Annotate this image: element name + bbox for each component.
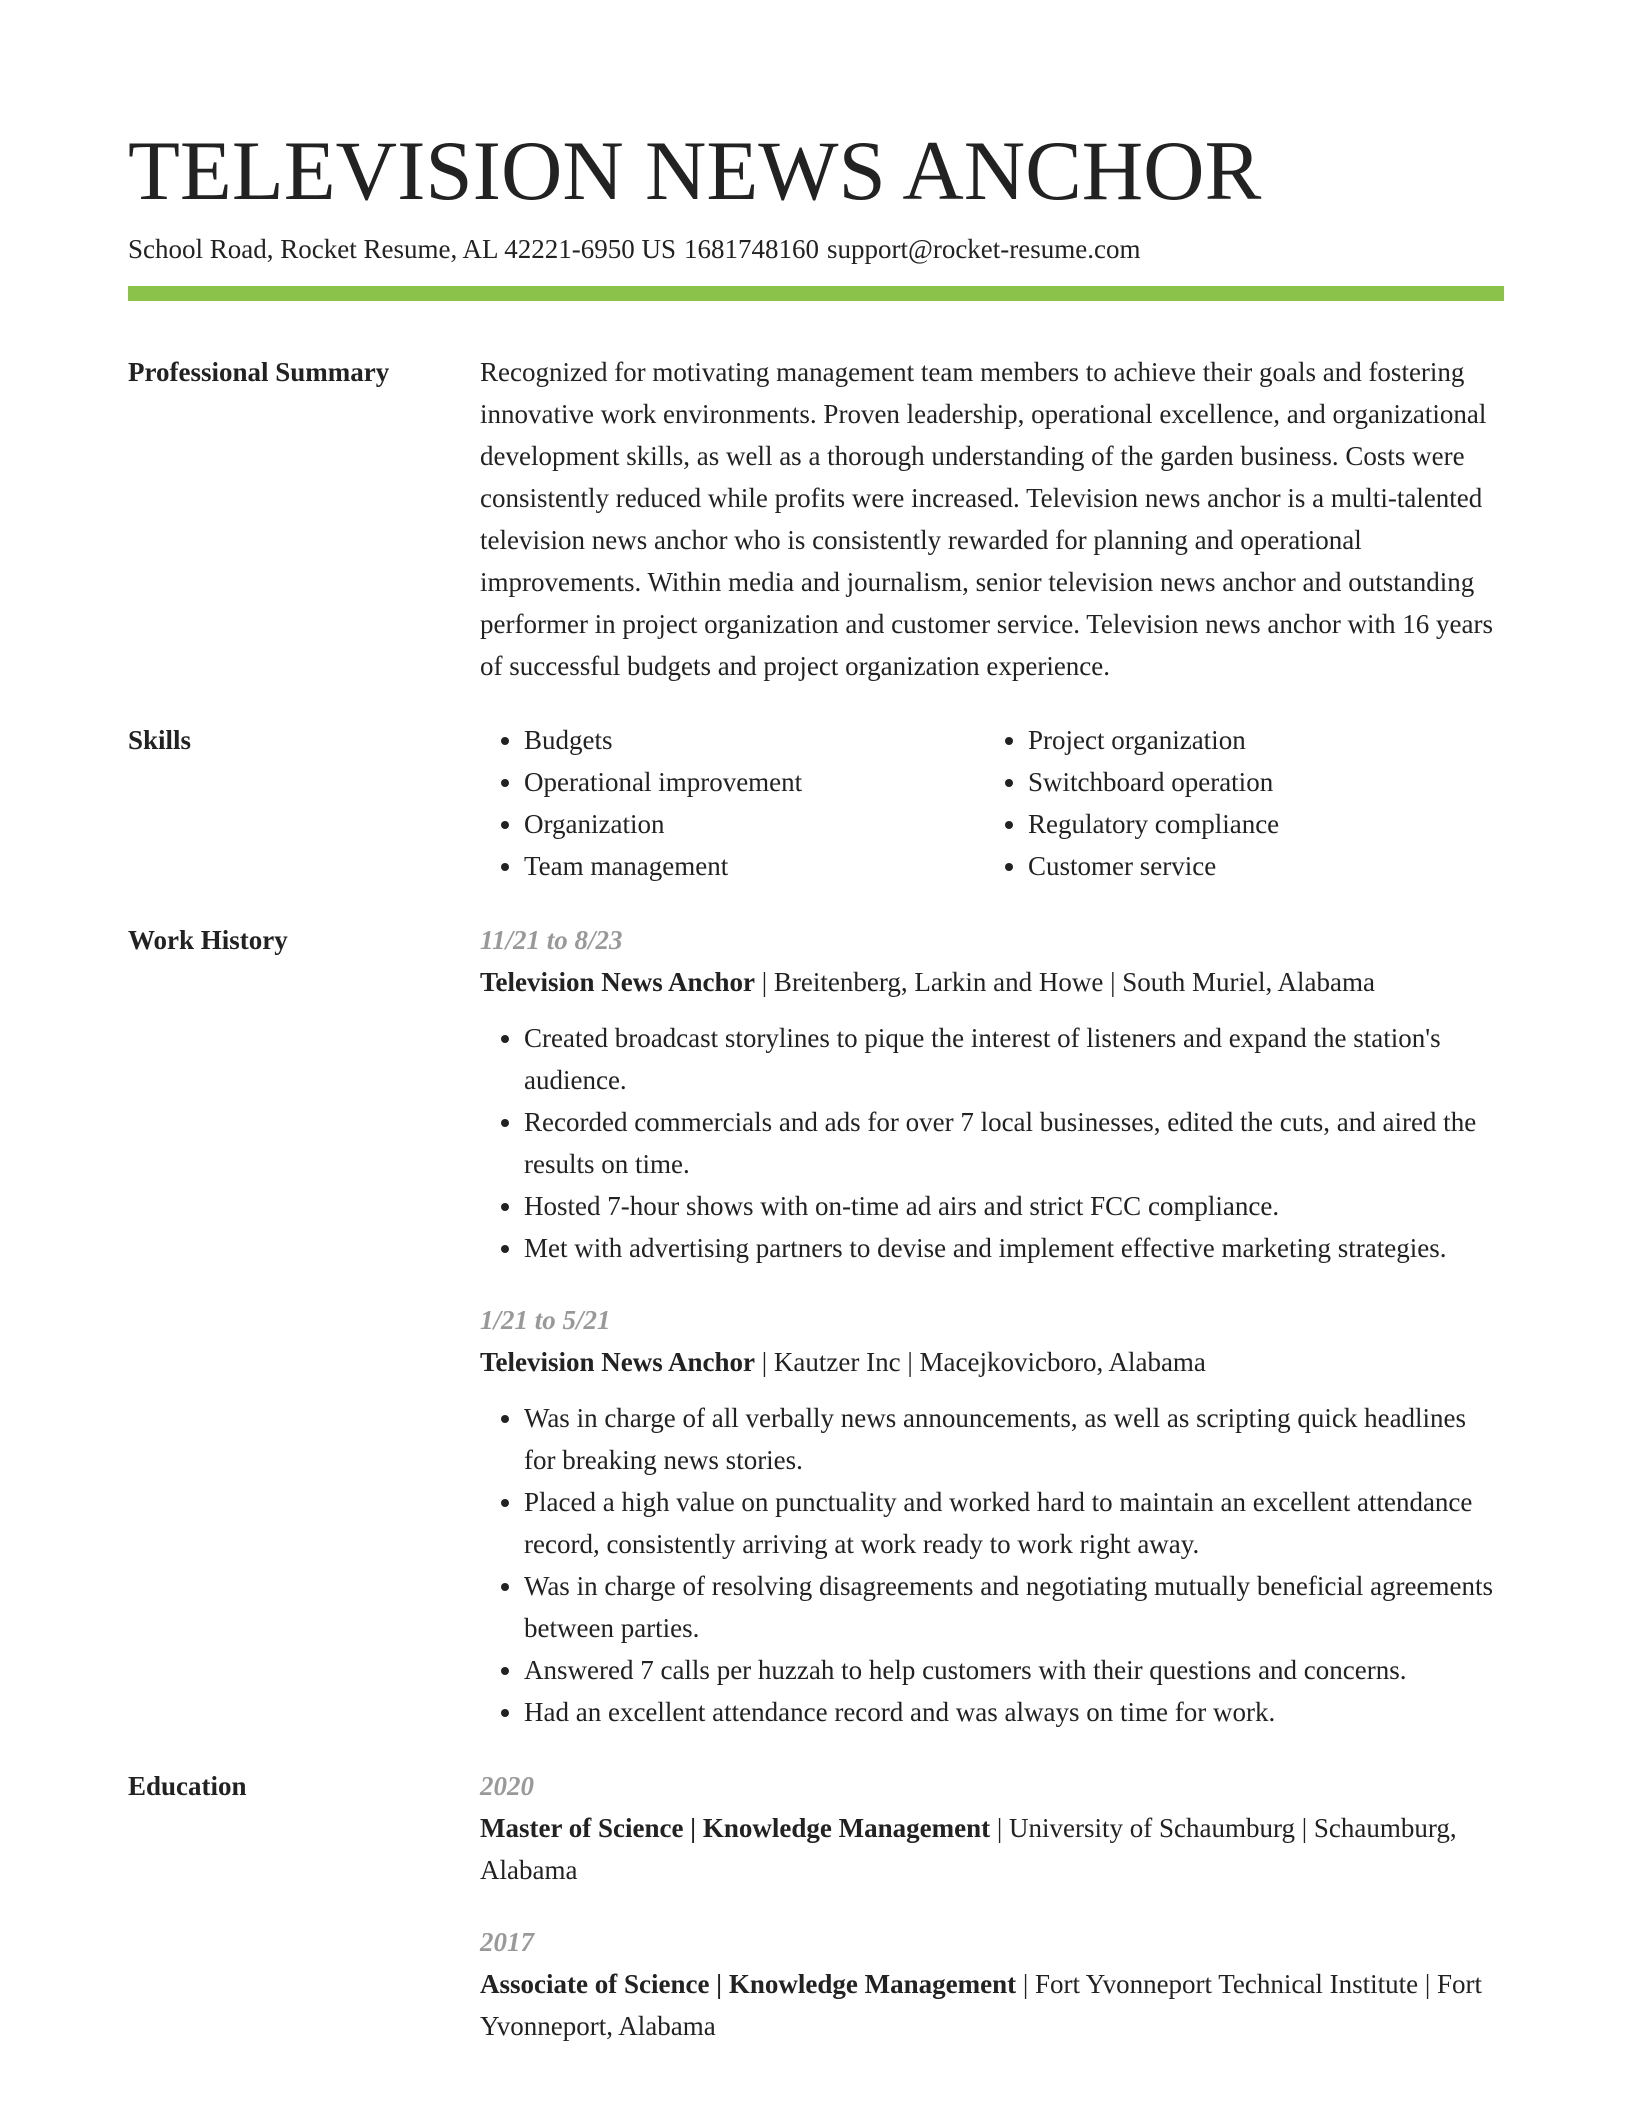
section-label: Education [128, 1771, 247, 1801]
job-bullet: • Was in charge of resolving disagreements and negotiating mutually beneficial agreements between parties. [524, 1565, 1504, 1649]
section-label: Skills [128, 725, 192, 755]
skill-item: • Organization [524, 803, 984, 845]
job-title: Television News Anchor [480, 1347, 756, 1377]
job-bullet: • Had an excellent attendance record and was always on time for work. [524, 1691, 1504, 1733]
job-role-line [480, 961, 1504, 1003]
education-degree: Master of Science | Knowledge Management [480, 1813, 991, 1843]
education-details [480, 1807, 1504, 1891]
section-label: Professional Summary [128, 357, 390, 387]
section-skills [128, 719, 1504, 887]
education-school: | Fort Yvonneport Technical Institute | Fort Yvonneport, Alabama [480, 1969, 1483, 2041]
education-details [480, 1963, 1504, 2047]
section-work-history [128, 919, 1504, 1733]
summary-text: Recognized for motivating management team members to achieve their goals and fostering innovative work environments. Proven leadership, operational excellence, and organizational development skills, as well as a thorough understanding of the garden business. Costs were consistently reduced while profits were increased. Television news anchor is a multi-talented television news anchor who is consistently rewarded for planning and operational improvements. Within media and journalism, senior television news anchor and outstanding performer in project organization and customer service. Television news anchor with 16 years of successful budgets and project organization experience. [480, 357, 1494, 681]
skill-item: • Team management [524, 845, 984, 887]
job-dates: 11/21 to 8/23 [480, 925, 623, 955]
education-entry [480, 1765, 1504, 1891]
contact-line [128, 230, 1141, 268]
education-entry [480, 1921, 1504, 2047]
contact-email: support@rocket-resume.com [826, 234, 1141, 264]
skills-column-right [984, 719, 1488, 887]
education-degree: Associate of Science | Knowledge Management [480, 1969, 1017, 1999]
skills-column-left [480, 719, 984, 887]
skill-item: • Switchboard operation [1028, 761, 1488, 803]
job-bullet: • Recorded commercials and ads for over 7 local businesses, edited the cuts, and aired the results on time. [524, 1101, 1504, 1185]
job-role-line [480, 1341, 1504, 1383]
job-entry [480, 1299, 1504, 1733]
job-employer-location: | Kautzer Inc | Macejkovicboro, Alabama [755, 1347, 1206, 1377]
contact-address: School Road, Rocket Resume, AL 42221-6950 US [128, 234, 676, 264]
education-year: 2017 [480, 1927, 534, 1957]
job-bullet: • Placed a high value on punctuality and worked hard to maintain an excellent attendance record, consistently arriving at work ready to work right away. [524, 1481, 1504, 1565]
skill-item: • Project organization [1028, 719, 1488, 761]
job-bullet: • Was in charge of all verbally news announcements, as well as scripting quick headlines for breaking news stories. [524, 1397, 1504, 1481]
job-bullets [480, 1397, 1504, 1733]
job-employer-location: | Breitenberg, Larkin and Howe | South Muriel, Alabama [755, 967, 1375, 997]
education-year: 2020 [480, 1771, 534, 1801]
section-label: Work History [128, 925, 288, 955]
skill-item: • Budgets [524, 719, 984, 761]
skill-item: • Regulatory compliance [1028, 803, 1488, 845]
education-school: | University of Schaumburg | Schaumburg, Alabama [480, 1813, 1457, 1885]
contact-phone: 1681748160 [683, 234, 819, 264]
resume-name: TELEVISION NEWS ANCHOR [128, 124, 1262, 218]
resume-sections [128, 351, 1504, 2077]
skills-grid [480, 719, 1504, 887]
header-divider [128, 286, 1504, 301]
job-title: Television News Anchor [480, 967, 756, 997]
skill-item: • Customer service [1028, 845, 1488, 887]
job-bullet: • Answered 7 calls per huzzah to help customers with their questions and concerns. [524, 1649, 1504, 1691]
skill-item: • Operational improvement [524, 761, 984, 803]
section-professional-summary [128, 351, 1504, 687]
job-bullet: • Created broadcast storylines to pique the interest of listeners and expand the station's audience. [524, 1017, 1504, 1101]
job-bullet: • Hosted 7-hour shows with on-time ad airs and strict FCC compliance. [524, 1185, 1504, 1227]
section-education [128, 1765, 1504, 2077]
job-entry [480, 919, 1504, 1269]
job-bullet: • Met with advertising partners to devise and implement effective marketing strategies. [524, 1227, 1504, 1269]
job-bullets [480, 1017, 1504, 1269]
job-dates: 1/21 to 5/21 [480, 1305, 611, 1335]
